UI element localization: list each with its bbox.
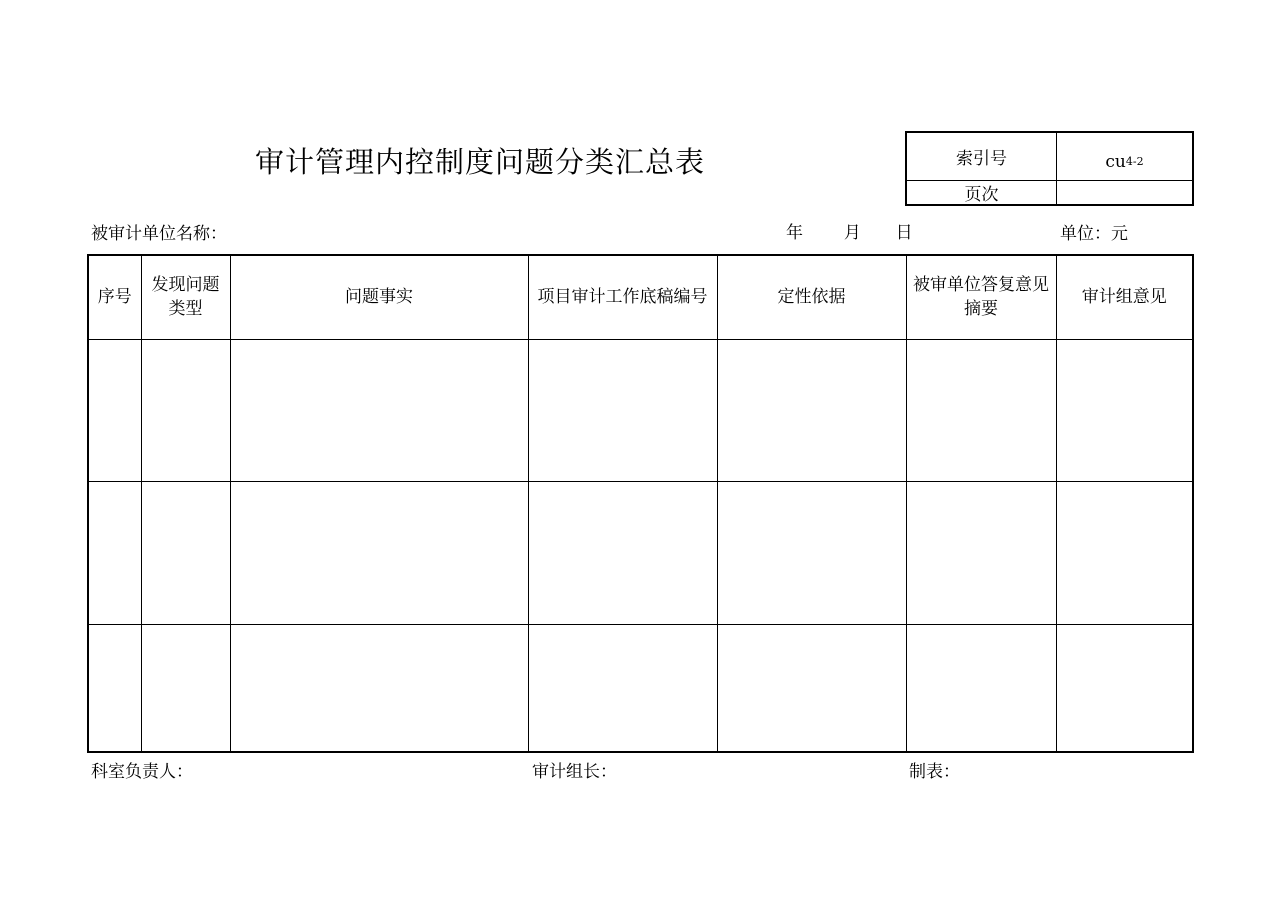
- audited-unit-label: 被审计单位名称：: [91, 224, 227, 244]
- table-cell[interactable]: [230, 624, 528, 752]
- date-fields: [786, 218, 913, 243]
- table-cell[interactable]: [1056, 481, 1193, 624]
- page-label: 页次: [964, 185, 999, 205]
- month-label: 月: [843, 223, 861, 243]
- page-value: [1057, 181, 1192, 204]
- table-cell[interactable]: [141, 339, 230, 481]
- dept-head-label: 科室负责人：: [91, 762, 193, 782]
- table-cell[interactable]: [717, 481, 906, 624]
- index-box: [905, 131, 1194, 206]
- table-cell[interactable]: [88, 339, 141, 481]
- header-problem-facts: 问题事实: [230, 255, 528, 339]
- preparer-label: 制表：: [909, 762, 960, 782]
- table-cell[interactable]: [717, 339, 906, 481]
- header-problem-type: 发现问题类型: [141, 255, 230, 339]
- table-cell[interactable]: [88, 481, 141, 624]
- table-cell[interactable]: [1056, 339, 1193, 481]
- table-cell[interactable]: [1056, 624, 1193, 752]
- table-row: [88, 481, 1193, 624]
- header-workpaper-number: 项目审计工作底稿编号: [528, 255, 717, 339]
- summary-table: [87, 254, 1194, 753]
- day-label: 日: [895, 223, 913, 243]
- table-cell[interactable]: [141, 481, 230, 624]
- table-cell[interactable]: [528, 339, 717, 481]
- table-row: [88, 624, 1193, 752]
- index-code-sub: 4-2: [1125, 155, 1144, 168]
- index-label: 索引号: [956, 149, 1007, 169]
- table-row: [88, 339, 1193, 481]
- table-cell[interactable]: [906, 481, 1056, 624]
- year-label: 年: [786, 223, 803, 243]
- index-code-main: cu: [1105, 151, 1126, 172]
- header-serial: 序号: [88, 255, 141, 339]
- table-cell[interactable]: [141, 624, 230, 752]
- team-leader-label: 审计组长：: [532, 762, 617, 782]
- table-cell[interactable]: [906, 624, 1056, 752]
- table-cell[interactable]: [906, 339, 1056, 481]
- unit-label: 单位：元: [1060, 224, 1128, 244]
- header-basis: 定性依据: [717, 255, 906, 339]
- header-auditee-reply: 被审单位答复意见摘要: [906, 255, 1056, 339]
- table-header-row: [88, 255, 1193, 339]
- page-title: 审计管理内控制度问题分类汇总表: [255, 145, 706, 179]
- header-team-opinion: 审计组意见: [1056, 255, 1193, 339]
- table-cell[interactable]: [528, 624, 717, 752]
- table-cell[interactable]: [528, 481, 717, 624]
- table-cell[interactable]: [230, 339, 528, 481]
- table-cell[interactable]: [88, 624, 141, 752]
- table-cell[interactable]: [717, 624, 906, 752]
- table-cell[interactable]: [230, 481, 528, 624]
